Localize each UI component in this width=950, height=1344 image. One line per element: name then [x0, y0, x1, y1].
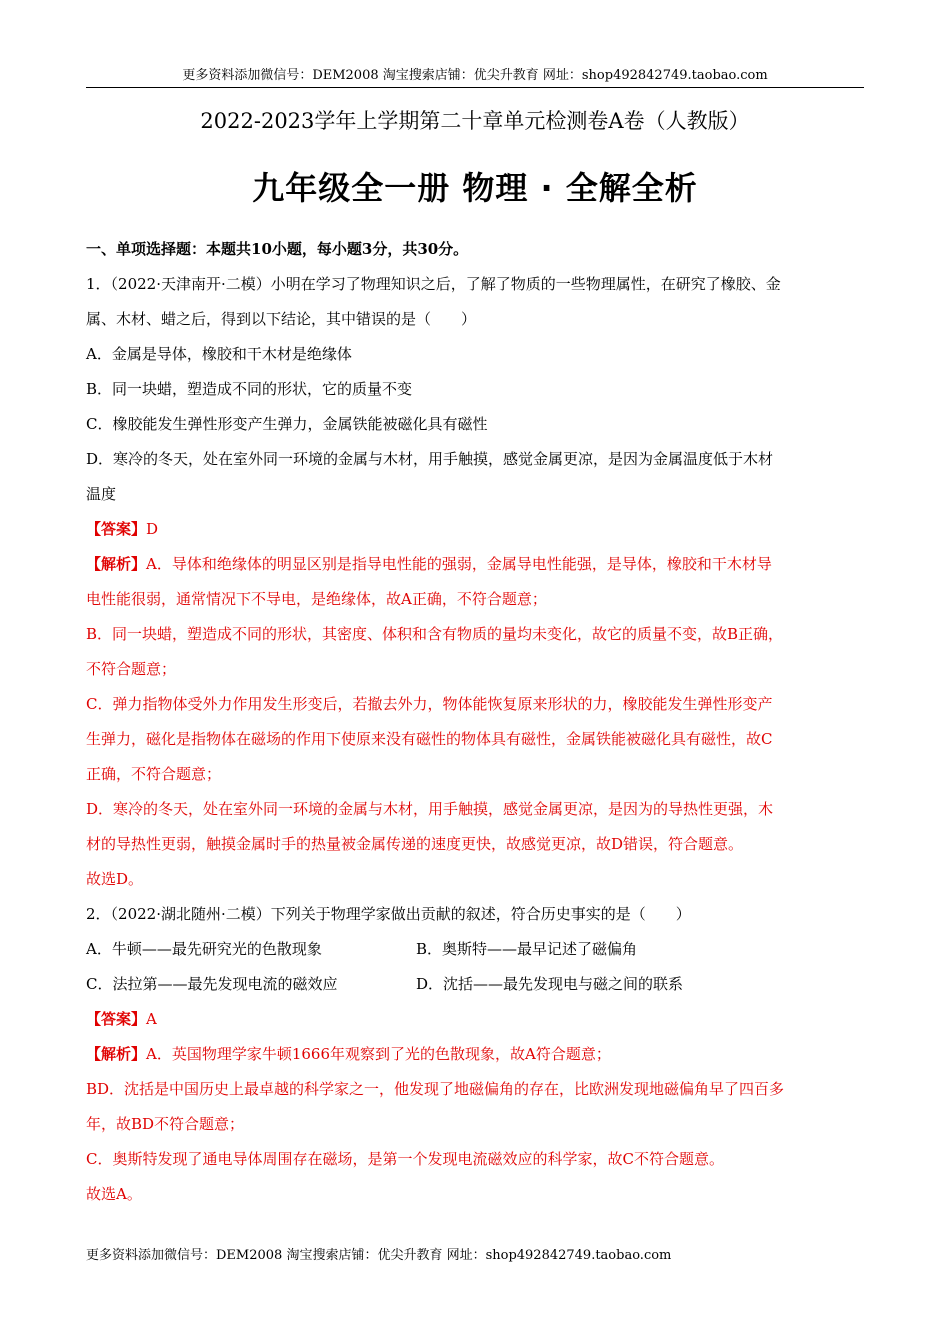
q1-conclusion: 故选D。 [86, 870, 144, 888]
q1-analysis-a2: 电性能很弱，通常情况下不导电，是绝缘体，故A正确，不符合题意； [86, 590, 547, 608]
q2-option-d: D．沈括——最先发现电与磁之间的联系 [416, 975, 684, 993]
analysis-tag: 【解析】 [86, 1045, 147, 1063]
header-divider [86, 87, 864, 88]
answer-value: D [146, 520, 159, 538]
q1-analysis-d1: D．寒冷的冬天，处在室外同一环境的金属与木材，用手触摸，感觉金属更凉，是因为的导热性更强，木 [86, 800, 774, 818]
analysis-tag: 【解析】 [86, 555, 147, 573]
q1-option-d-line1: D．寒冷的冬天，处在室外同一环境的金属与木材，用手触摸，感觉金属更凉，是因为金属温度低于木材 [86, 450, 774, 468]
q2-analysis-a1 [86, 1037, 864, 1072]
q1-analysis-d2: 材的导热性更弱，触摸金属时手的热量被金属传递的速度更快，故感觉更凉，故D错误，符合题意。 [86, 835, 744, 853]
q2-analysis-bd2: 年，故BD不符合题意； [86, 1115, 245, 1133]
answer-tag: 【答案】 [86, 520, 147, 538]
q1-analysis-a1 [86, 547, 864, 582]
q1-stem-line2: 属、木材、蜡之后，得到以下结论，其中错误的是（ ） [86, 310, 477, 328]
q1-answer [86, 512, 864, 547]
q1-analysis-b2: 不符合题意； [86, 660, 177, 678]
q2-options-row2 [86, 967, 864, 1002]
q2-options-row1 [86, 932, 864, 967]
exam-subtitle: 2022-2023学年上学期第二十章单元检测卷A卷（人教版） [200, 109, 750, 133]
q2-stem: 2．（2022·湖北随州·二模）下列关于物理学家做出贡献的叙述，符合历史事实的是（ ） [86, 905, 691, 923]
q1-analysis-c1: C．弹力指物体受外力作用发生形变后，若撤去外力，物体能恢复原来形状的力，橡胶能发生弹性形变产 [86, 695, 773, 713]
answer-tag: 【答案】 [86, 1010, 147, 1028]
q1-option-c: C．橡胶能发生弹性形变产生弹力，金属铁能被磁化具有磁性 [86, 415, 488, 433]
q1-option-a: A．金属是导体，橡胶和干木材是绝缘体 [86, 345, 352, 363]
q2-option-a: A．牛顿——最先研究光的色散现象 [86, 940, 322, 958]
q1-stem-line1: 1．（2022·天津南开·二模）小明在学习了物理知识之后，了解了物质的一些物理属性，在研究了橡胶、金 [86, 275, 781, 293]
q1-analysis-c2: 生弹力，磁化是指物体在磁场的作用下使原来没有磁性的物体具有磁性，金属铁能被磁化具有磁性，故C [86, 730, 773, 748]
q1-option-b: B．同一块蜡，塑造成不同的形状，它的质量不变 [86, 380, 413, 398]
page-footer: 更多资料添加微信号：DEM2008 淘宝搜索店铺：优尖升教育 网址：shop492842749.taobao.com [86, 1248, 672, 1263]
q2-option-c: C．法拉第——最先发现电流的磁效应 [86, 975, 338, 993]
q1-option-d-line2: 温度 [86, 485, 117, 503]
q2-answer [86, 1002, 864, 1037]
q2-analysis-bd1: BD．沈括是中国历史上最卓越的科学家之一，他发现了地磁偏角的存在，比欧洲发现地磁偏角早了四百多 [86, 1080, 785, 1098]
document-body [86, 232, 864, 1212]
page-header: 更多资料添加微信号：DEM2008 淘宝搜索店铺：优尖升教育 网址：shop492842749.taobao.com [182, 68, 768, 83]
q2-conclusion: 故选A。 [86, 1185, 142, 1203]
exam-title: 九年级全一册 物理 · 全解全析 [252, 169, 698, 207]
q2-analysis-c1: C．奥斯特发现了通电导体周围存在磁场，是第一个发现电流磁效应的科学家，故C不符合题意。 [86, 1150, 724, 1168]
analysis-text: A．英国物理学家牛顿1666年观察到了光的色散现象，故A符合题意； [146, 1045, 611, 1063]
q1-analysis-b1: B．同一块蜡，塑造成不同的形状，其密度、体积和含有物质的量均未变化，故它的质量不变，故B正确， [86, 625, 784, 643]
answer-value: A [146, 1010, 157, 1028]
section-heading: 一、单项选择题：本题共10小题，每小题3分，共30分。 [86, 240, 469, 258]
q1-analysis-c3: 正确，不符合题意； [86, 765, 222, 783]
q2-option-b: B．奥斯特——最早记述了磁偏角 [416, 940, 638, 958]
analysis-text: A．导体和绝缘体的明显区别是指导电性能的强弱，金属导电性能强，是导体，橡胶和干木材导 [146, 555, 772, 573]
